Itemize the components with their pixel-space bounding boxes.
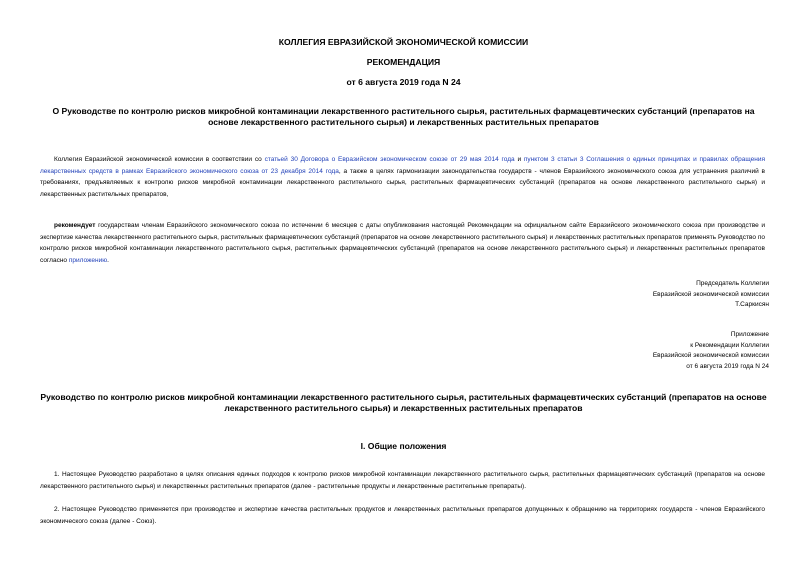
doc-type-heading: РЕКОМЕНДАЦИЯ: [366, 57, 441, 67]
recommend-paragraph: [40, 220, 765, 266]
section-1-paragraph-2: 2. Настоящее Руководство применяется при производстве и экспертизе качества растительных продуктов и лекарственных растительных препаратов допущенных к обращению на территориях государств - членов Евразийского экономического союза (далее - Союз).: [40, 506, 765, 525]
section-1-heading: I. Общие положения: [360, 441, 447, 451]
org-heading: КОЛЛЕГИЯ ЕВРАЗИЙСКОЙ ЭКОНОМИЧЕСКОЙ КОМИССИИ: [278, 37, 529, 47]
intro-text-1: Коллегия Евразийской экономической комиссии в соответствии со: [54, 156, 265, 163]
link-appendix[interactable]: приложению: [68, 256, 108, 264]
appendix-line-3: Евразийской экономической комиссии: [652, 352, 769, 360]
appendix-line-4: от 6 августа 2019 года N 24: [686, 362, 769, 370]
signature-line-2: Евразийской экономической комиссии: [652, 290, 769, 298]
signature-line-1: Председатель Коллегии: [696, 280, 769, 287]
recommend-text-2: .: [107, 256, 109, 264]
recommend-text-1: государствам членам Евразийского экономического союза по истечении 6 месяцев с даты опубликования настоящей Рекомендации на официальном сайте Евразийского экономического союза при производстве и экспертизе качества лекарственного растительного сырья, растительных фармацевтических субстанций (препаратов на основе лекарственного растительного сырья) и лекарственных растительных препаратов применять Руководство по контролю рисков микробной контаминации лекарственного растительного сырья, растительных фармацевтических субстанций (препаратов на основе лекарственного растительного сырья) и лекарственных растительных препаратов согласно: [40, 222, 765, 264]
intro-text-3: , а также в целях гармонизации законодательства государств - членов Евразийского экономического союза для устранения различий в требованиях, предъявляемых к контролю рисков микробной контаминации лекарственного растительного сырья, растительных фармацевтических субстанций (препаратов на основе лекарственного растительного сырья) и лекарственных растительных препаратов,: [40, 167, 765, 198]
recommend-bold: рекомендует: [54, 222, 96, 229]
date-number-heading: от 6 августа 2019 года N 24: [346, 77, 461, 87]
signature-line-3: Т.Саркисян: [735, 301, 769, 309]
appendix-line-2: к Рекомендации Коллегии: [690, 341, 769, 349]
appendix-line-1: Приложение: [730, 331, 769, 338]
link-treaty-article-30[interactable]: статьей 30 Договора о Евразийском экономическом союзе от 29 мая 2014 года: [264, 156, 515, 163]
section-1-paragraph-1: 1. Настоящее Руководство разработано в целях описания единых подходов к контролю рисков микробной контаминации лекарственного растительного сырья, растительных фармацевтических субстанций (препаратов на основе лекарственного растительного сырья) и лекарственных растительных препаратов (далее - растительные продукты и лекарственные растительные препараты).: [40, 471, 765, 490]
intro-paragraph: [40, 154, 765, 200]
link-agreement-article-3[interactable]: пунктом 3 статьи 3 Соглашения о единых принципах и правилах обращения лекарственных средств в рамках Евразийского экономического союза от 23 декабря 2014 года: [40, 156, 765, 175]
appendix-block: [653, 330, 769, 372]
signature-block: [653, 279, 769, 311]
intro-text-2: и: [514, 156, 524, 163]
document-title: О Руководстве по контролю рисков микробной контаминации лекарственного растительного сырья, растительных фармацевтических субстанций (препаратов на основе лекарственного растительного сырья) и лекарственных растительных препаратов: [52, 106, 755, 127]
guide-title: Руководство по контролю рисков микробной контаминации лекарственного растительного сырья, растительных фармацевтических субстанций (препаратов на основе лекарственного растительного сырья) и лекарственных растительных препаратов: [40, 392, 767, 413]
